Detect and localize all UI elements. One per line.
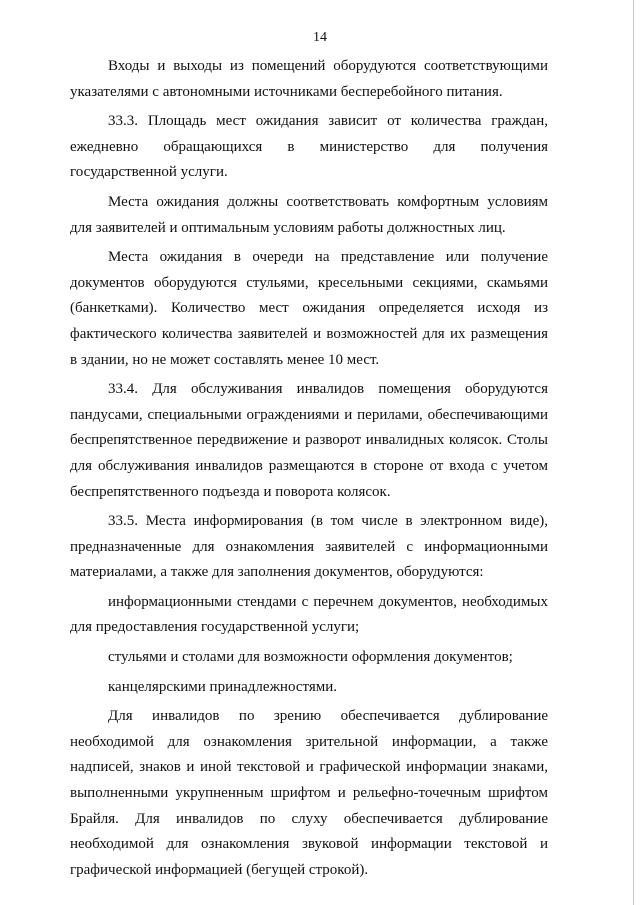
page-number: 14: [313, 30, 327, 45]
paragraph-33-4: 33.4. Для обслуживания инвалидов помещения оборудуются пандусами, специальными ограждениями и перилами, обеспечивающими беспрепятственное передвижение и разворот инвалидных колясок. Столы для обслуживания инвалидов размещаются в стороне от входа с учетом беспрепятственного подъезда и поворота колясок.: [70, 381, 548, 500]
paragraph-entrances: Входы и выходы из помещений оборудуются соответствующими указателями с автономными источниками бесперебойного питания.: [70, 58, 548, 100]
paragraph-33-3: 33.3. Площадь мест ожидания зависит от количества граждан, ежедневно обращающихся в министерство для получения государственной услуги.: [70, 113, 548, 181]
paragraph-accessibility: Для инвалидов по зрению обеспечивается дублирование необходимой для ознакомления зрительной информации, а также надписей, знаков и иной текстовой и графической информации знаками, выполненными укрупненным шрифтом и рельефно-точечным шрифтом Брайля. Для инвалидов по слуху обеспечивается дублирование необходимой для ознакомления звуковой информации текстовой и графической информацией (бегущей строкой).: [70, 708, 548, 878]
list-item-stationery: канцелярскими принадлежностями.: [108, 678, 338, 695]
document-body: [70, 54, 548, 883]
paragraph-waiting-equipment: Места ожидания в очереди на представление или получение документов оборудуются стульями, кресельными секциями, скамьями (банкетками). Количество мест ожидания определяется исходя из фактического количества заявителей и возможностей для их размещения в здании, но не может составлять менее 10 мест.: [70, 249, 548, 368]
list-item-chairs-tables: стульями и столами для возможности оформления документов;: [108, 649, 513, 666]
paragraph-waiting-comfort: Места ожидания должны соответствовать комфортным условиям для заявителей и оптимальным условиям работы должностных лиц.: [70, 193, 548, 236]
scan-edge-divider: [633, 0, 634, 905]
paragraph-33-5: 33.5. Места информирования (в том числе в электронном виде), предназначенные для ознакомления заявителей с информационными материалами, а также для заполнения документов, оборудуются:: [70, 513, 548, 581]
list-item-stands: информационными стендами с перечнем документов, необходимых для предоставления государственной услуги;: [70, 593, 548, 636]
